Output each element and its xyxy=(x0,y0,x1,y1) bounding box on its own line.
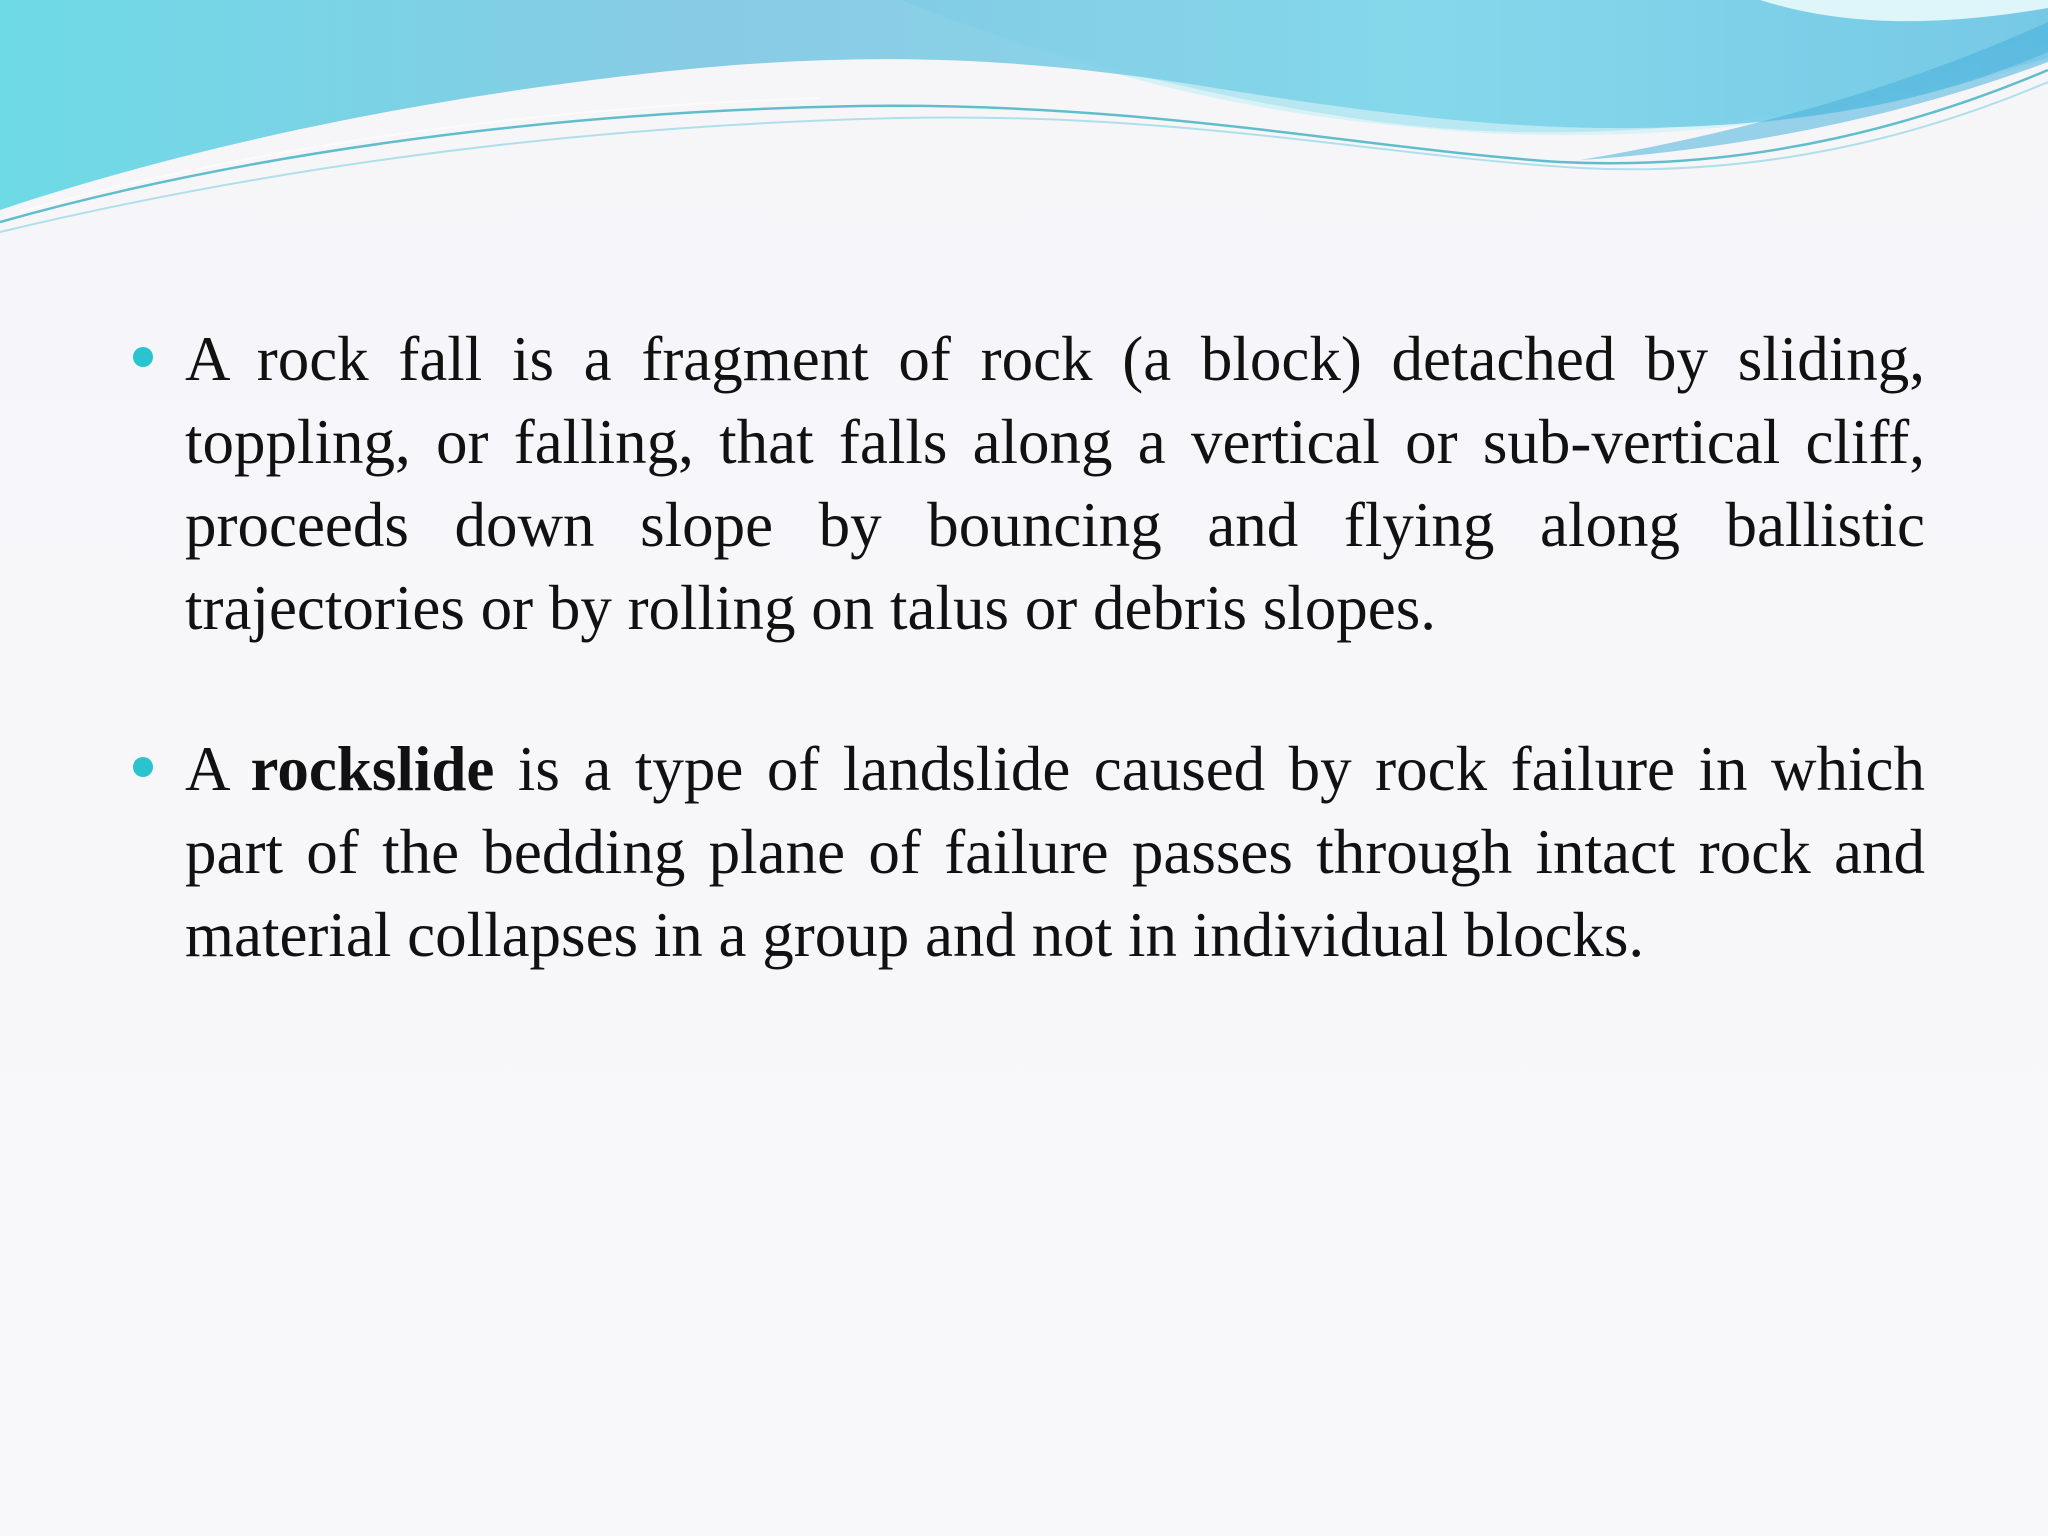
bullet-term-bold: rockslide xyxy=(250,734,495,804)
bullet-list xyxy=(130,318,1925,1055)
header-wave-decoration xyxy=(0,0,2048,240)
bullet-text xyxy=(185,728,1925,977)
bullet-text-plain: A rock fall is a fragment of rock (a block) detached by sliding, toppling, or falling, that falls along a vertical or sub-vertical cliff, proceeds down slope by bouncing and flying along ballistic trajectories or by rolling on talus or debris slopes. xyxy=(185,324,1925,643)
bullet-item-rock-fall xyxy=(130,318,1925,650)
bullet-text xyxy=(185,318,1925,650)
bullet-item-rockslide xyxy=(130,728,1925,977)
bullet-dot-icon xyxy=(133,347,153,367)
bullet-dot-icon xyxy=(133,757,153,777)
bullet-text-rest: is a type of landslide caused by rock failure in which part of the bedding plane of failure passes through intact rock and material collapses in a group and not in individual blocks. xyxy=(185,734,1925,970)
bullet-text-lead: A xyxy=(185,734,251,804)
